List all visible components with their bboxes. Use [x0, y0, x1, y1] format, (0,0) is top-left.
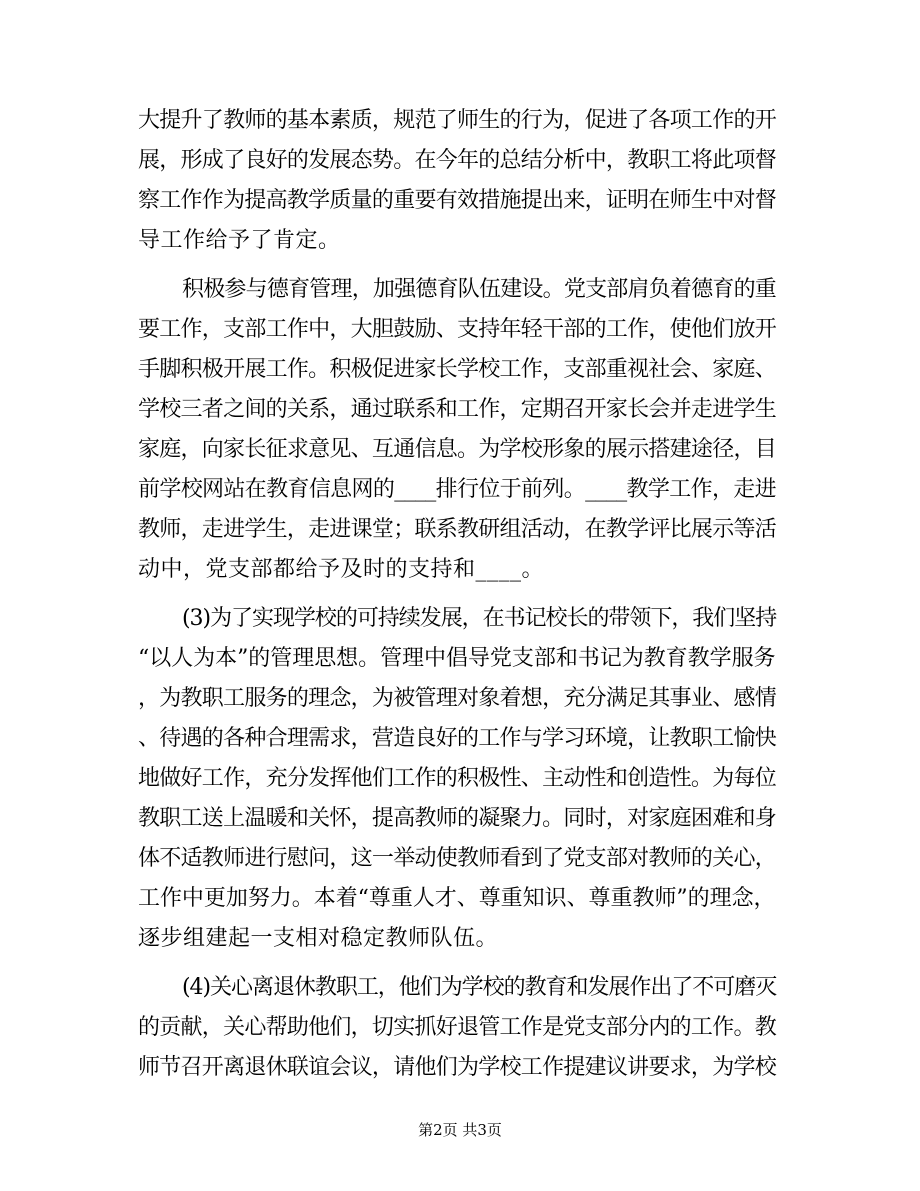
- text-line: 教职工送上温暖和关怀，提高教师的凝聚力。同时，对家庭困难和身: [138, 806, 777, 831]
- page-number: 第2页 共3页: [418, 1121, 502, 1139]
- text-line: 手脚积极开展工作。积极促进家长学校工作，支部重视社会、家庭、: [138, 357, 777, 382]
- text-line: 学校三者之间的关系，通过联系和工作，定期召开家长会并走进学生: [138, 397, 777, 422]
- text-line: 积极参与德育管理，加强德育队伍建设。党支部肩负着德育的重: [182, 277, 777, 302]
- text-line: 要工作，支部工作中，大胆鼓励、支持年轻干部的工作，使他们放开: [138, 317, 777, 342]
- text-line: 展，形成了良好的发展态势。在今年的总结分析中，教职工将此项督: [138, 148, 777, 173]
- text-line: 、待遇的各种合理需求，营造良好的工作与学习环境，让教职工愉快: [138, 726, 777, 751]
- text-line: 的贡献，关心帮助他们，切实抓好退管工作是党支部分内的工作。教: [138, 1015, 777, 1040]
- text-line: 教师，走进学生，走进课堂；联系教研组活动，在教学评比展示等活: [138, 517, 777, 542]
- text-line: 导工作给予了肯定。: [138, 228, 341, 253]
- text-line: 师节召开离退休联谊会议，请他们为学校工作提建议讲要求，为学校: [138, 1055, 777, 1080]
- text-line: “以人为本”的管理思想。管理中倡导党支部和书记为教育教学服务: [138, 646, 776, 671]
- text-line: 工作中更加努力。本着“尊重人才、尊重知识、尊重教师”的理念，: [138, 886, 776, 911]
- text-line: 逐步组建起一支相对稳定教师队伍。: [138, 926, 499, 951]
- text-line: (3)为了实现学校的可持续发展，在书记校长的带领下，我们坚持: [182, 606, 777, 631]
- text-line: 家庭，向家长征求意见、互通信息。为学校形象的展示搭建途径，目: [138, 437, 777, 462]
- text-line: 体不适教师进行慰问，这一举动使教师看到了党支部对教师的关心，: [138, 846, 777, 871]
- text-line: 察工作作为提高教学质量的重要有效措施提出来，证明在师生中对督: [138, 188, 777, 213]
- text-line: 地做好工作，充分发挥他们工作的积极性、主动性和创造性。为每位: [138, 766, 777, 791]
- text-line: ，为教职工服务的理念，为被管理对象着想，充分满足其事业、感情: [138, 686, 777, 711]
- text-line: 前学校网站在教育信息网的____排行位于前列。____教学工作，走进: [138, 477, 777, 502]
- text-line: 大提升了教师的基本素质，规范了师生的行为，促进了各项工作的开: [138, 108, 777, 133]
- text-line: 动中，党支部都给予及时的支持和____。: [138, 557, 545, 582]
- text-line: (4)关心离退休教职工，他们为学校的教育和发展作出了不可磨灭: [182, 975, 777, 1000]
